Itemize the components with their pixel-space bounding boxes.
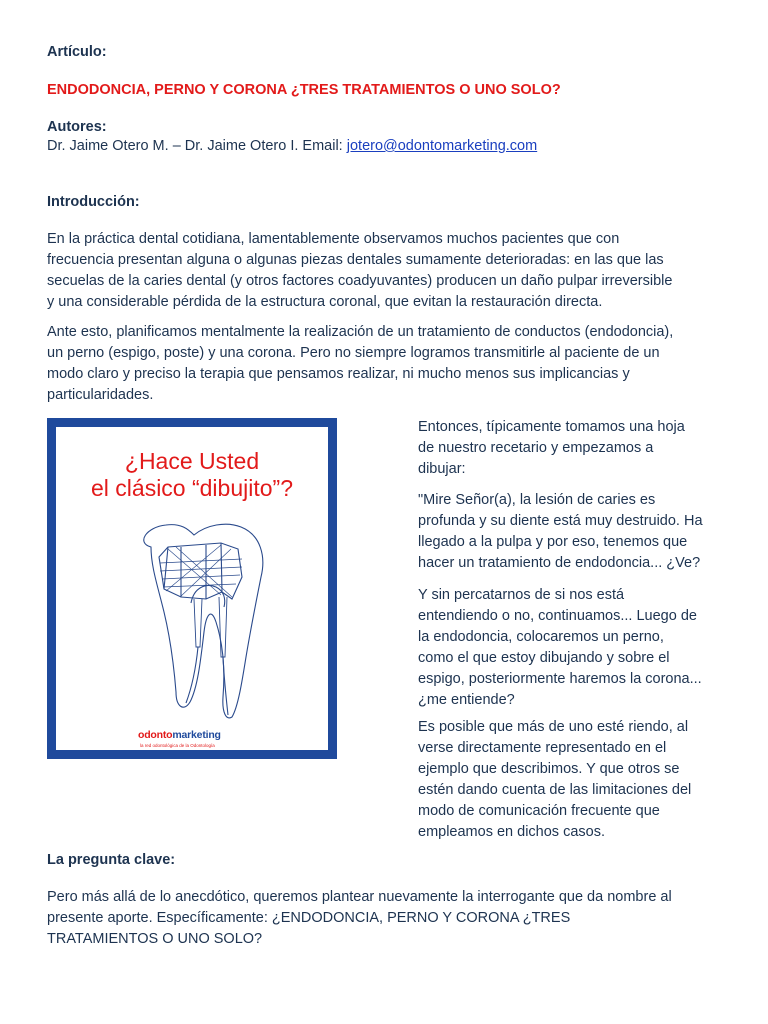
tooth-sketch — [56, 507, 328, 727]
text-line: estén dando cuenta de las limitaciones del — [418, 782, 692, 798]
side-paragraph-1 — [418, 417, 728, 480]
authors-text: Dr. Jaime Otero M. – Dr. Jaime Otero I. Email: — [47, 138, 347, 154]
text-line: profunda y su diente está muy destruido. Ha — [418, 513, 703, 529]
text-line: "Mire Señor(a), la lesión de caries es — [418, 492, 656, 508]
logo-tagline: la red odontológica de la Odontología — [140, 743, 215, 748]
article-title: ENDODONCIA, PERNO Y CORONA ¿TRES TRATAMIENTOS O UNO SOLO? — [47, 82, 561, 98]
figure-heading-line-2: el clásico “dibujito”? — [91, 475, 293, 501]
text-line: Y sin percatarnos de si nos está — [418, 587, 625, 603]
text-line: y una considerable pérdida de la estructura coronal, que evitan la restauración directa. — [47, 294, 603, 310]
text-line: un perno (espigo, poste) y una corona. Pero no siempre logramos transmitirle al paciente de un — [47, 345, 660, 361]
figure-heading-line-1: ¿Hace Usted — [124, 448, 260, 474]
key-question-label: La pregunta clave: — [47, 852, 176, 868]
side-paragraph-2 — [418, 490, 728, 574]
text-line: modo de comunicación frecuente que — [418, 803, 660, 819]
text-line: hacer un tratamiento de endodoncia... ¿Ve? — [418, 555, 701, 571]
text-line: Entonces, típicamente tomamos una hoja — [418, 419, 685, 435]
text-line: frecuencia presentan alguna o algunas piezas dentales sumamente deterioradas: en las que las — [47, 252, 664, 268]
text-line: ejemplo que describimos. Y que otros se — [418, 761, 680, 777]
text-line: particularidades. — [47, 387, 154, 403]
text-line: Pero más allá de lo anecdótico, queremos plantear nuevamente la interrogante que da nombre al — [47, 889, 672, 905]
tooth-drawing-figure — [47, 418, 337, 759]
intro-paragraph-2 — [47, 322, 737, 406]
text-line: modo claro y preciso la terapia que pensamos realizar, ni mucho menos sus implicancias y — [47, 366, 630, 382]
text-line: Ante esto, planificamos mentalmente la realización de un tratamiento de conductos (endodoncia), — [47, 324, 674, 340]
authors-label: Autores: — [47, 119, 107, 135]
text-line: En la práctica dental cotidiana, lamentablemente observamos muchos pacientes que con — [47, 231, 620, 247]
authors-line — [47, 136, 537, 157]
side-paragraph-4 — [418, 717, 728, 843]
text-line: Es posible que más de uno esté riendo, al — [418, 719, 689, 735]
logo-part-1: odonto — [138, 729, 173, 741]
text-line: empleamos en dichos casos. — [418, 824, 605, 840]
text-line: ¿me entiende? — [418, 692, 515, 708]
text-line: como el que estoy dibujando y sobre el — [418, 650, 670, 666]
odontomarketing-logo — [138, 729, 221, 741]
text-line: entendiendo o no, continuamos... Luego de — [418, 608, 697, 624]
text-line: TRATAMIENTOS O UNO SOLO? — [47, 931, 263, 947]
text-line: de nuestro recetario y empezamos a — [418, 440, 654, 456]
key-question-paragraph — [47, 887, 737, 950]
text-line: llegado a la pulpa y por eso, tenemos que — [418, 534, 688, 550]
side-paragraph-3 — [418, 585, 728, 711]
intro-label: Introducción: — [47, 194, 140, 210]
author-email-link[interactable]: jotero@odontomarketing.com — [346, 138, 538, 154]
text-line: dibujar: — [418, 461, 466, 477]
text-line: verse directamente representado en el — [418, 740, 667, 756]
logo-part-2: marketing — [172, 729, 221, 741]
text-line: presente aporte. Específicamente: ¿ENDODONCIA, PERNO Y CORONA ¿TRES — [47, 910, 571, 926]
text-line: la endodoncia, colocaremos un perno, — [418, 629, 664, 645]
intro-paragraph-1 — [47, 229, 737, 313]
article-label: Artículo: — [47, 44, 107, 60]
text-line: secuelas de la caries dental (y otros factores coadyuvantes) producen un daño pulpar irreversible — [47, 273, 673, 289]
text-line: espigo, posteriormente haremos la corona... — [418, 671, 702, 687]
figure-canvas — [56, 427, 328, 750]
